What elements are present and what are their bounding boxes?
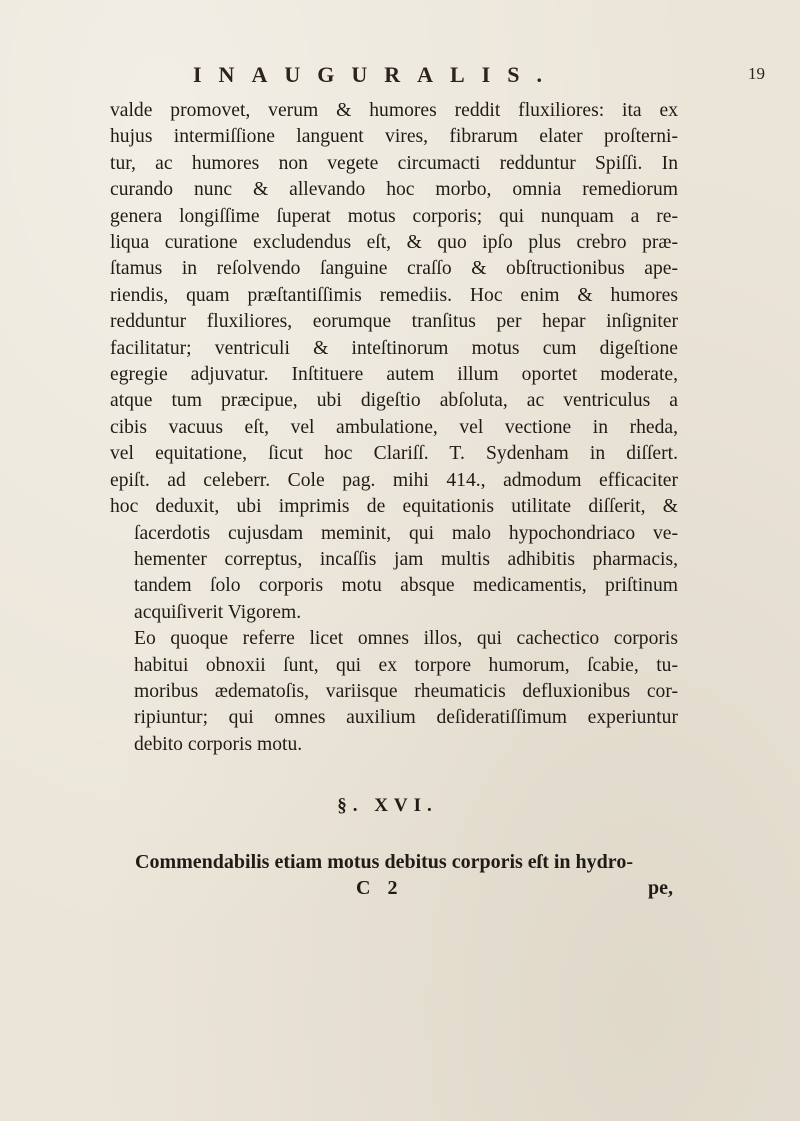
text-line: genera longiſſime ſuperat motus corporis; qui nunquam a re-	[110, 205, 678, 227]
paragraph-start-line: Eo quoque referre licet omnes illos, qui cachectico corporis	[134, 628, 678, 650]
text-line: cibis vacuus eſt, vel ambulatione, vel vectione in rheda,	[110, 416, 678, 438]
text-line: epiſt. ad celeberr. Cole pag. mihi 414., admodum efficaciter	[110, 469, 678, 491]
body-text	[110, 98, 678, 758]
text-line: curando nunc & allevando hoc morbo, omnia remediorum	[110, 179, 678, 201]
signature-mark: C 2	[356, 877, 404, 899]
text-line: hementer correptus, incaſſis jam multis adhibitis pharmacis,	[134, 548, 678, 570]
section-first-line: Commendabilis etiam motus debitus corporis eſt in hydro-	[135, 851, 633, 873]
page-number: 19	[748, 64, 765, 83]
page-footer	[0, 877, 800, 903]
text-line: vel equitatione, ſicut hoc Clariſſ. T. Sydenham in diſſert.	[110, 443, 678, 465]
text-line: acquiſiverit Vigorem.	[134, 601, 302, 623]
text-line: moribus ædematoſis, variisque rheumaticis defluxionibus cor-	[134, 680, 678, 702]
text-line: debito corporis motu.	[134, 733, 303, 755]
text-line: tandem ſolo corporis motu absque medicamentis, priſtinum	[134, 575, 678, 597]
text-line: ſtamus in reſolvendo ſanguine craſſo & obſtructionibus ape-	[110, 258, 678, 280]
text-line: atque tum præcipue, ubi digeſtio abſoluta, ac ventriculus a	[110, 390, 678, 412]
catchword: pe,	[648, 877, 673, 899]
text-line: facilitatur; ventriculi & inteſtinorum motus cum digeſtione	[110, 337, 678, 359]
text-line: hoc deduxit, ubi imprimis de equitationis utilitate diſſerit, &	[110, 496, 678, 518]
text-line: riendis, quam præſtantiſſimis remediis. Hoc enim & humores	[110, 284, 678, 306]
text-line: valde promovet, verum & humores reddit fluxiliores: ita ex	[110, 100, 678, 121]
text-line: ſacerdotis cujusdam meminit, qui malo hypochondriaco ve-	[134, 522, 678, 544]
section-heading	[0, 795, 800, 817]
text-line: hujus intermiſſione languent vires, fibrarum elater proſterni-	[110, 126, 678, 148]
page-header	[193, 62, 765, 88]
text-line: liqua curatione excludendus eſt, & quo ipſo plus crebro præ-	[110, 232, 678, 254]
text-line: tur, ac humores non vegete circumacti redduntur Spiſſi. In	[110, 152, 678, 174]
text-line: ripiuntur; qui omnes auxilium deſideratiſſimum experiuntur	[134, 707, 678, 729]
section-number: §. XVI.	[337, 795, 438, 816]
running-head: INAUGURALIS.	[193, 62, 559, 87]
text-line: egregie adjuvatur. Inſtituere autem illum oportet moderate,	[110, 364, 678, 386]
text-line: habitui obnoxii ſunt, qui ex torpore humorum, ſcabie, tu-	[134, 654, 678, 676]
text-line: redduntur fluxiliores, eorumque tranſitus per hepar inſigniter	[110, 311, 678, 333]
